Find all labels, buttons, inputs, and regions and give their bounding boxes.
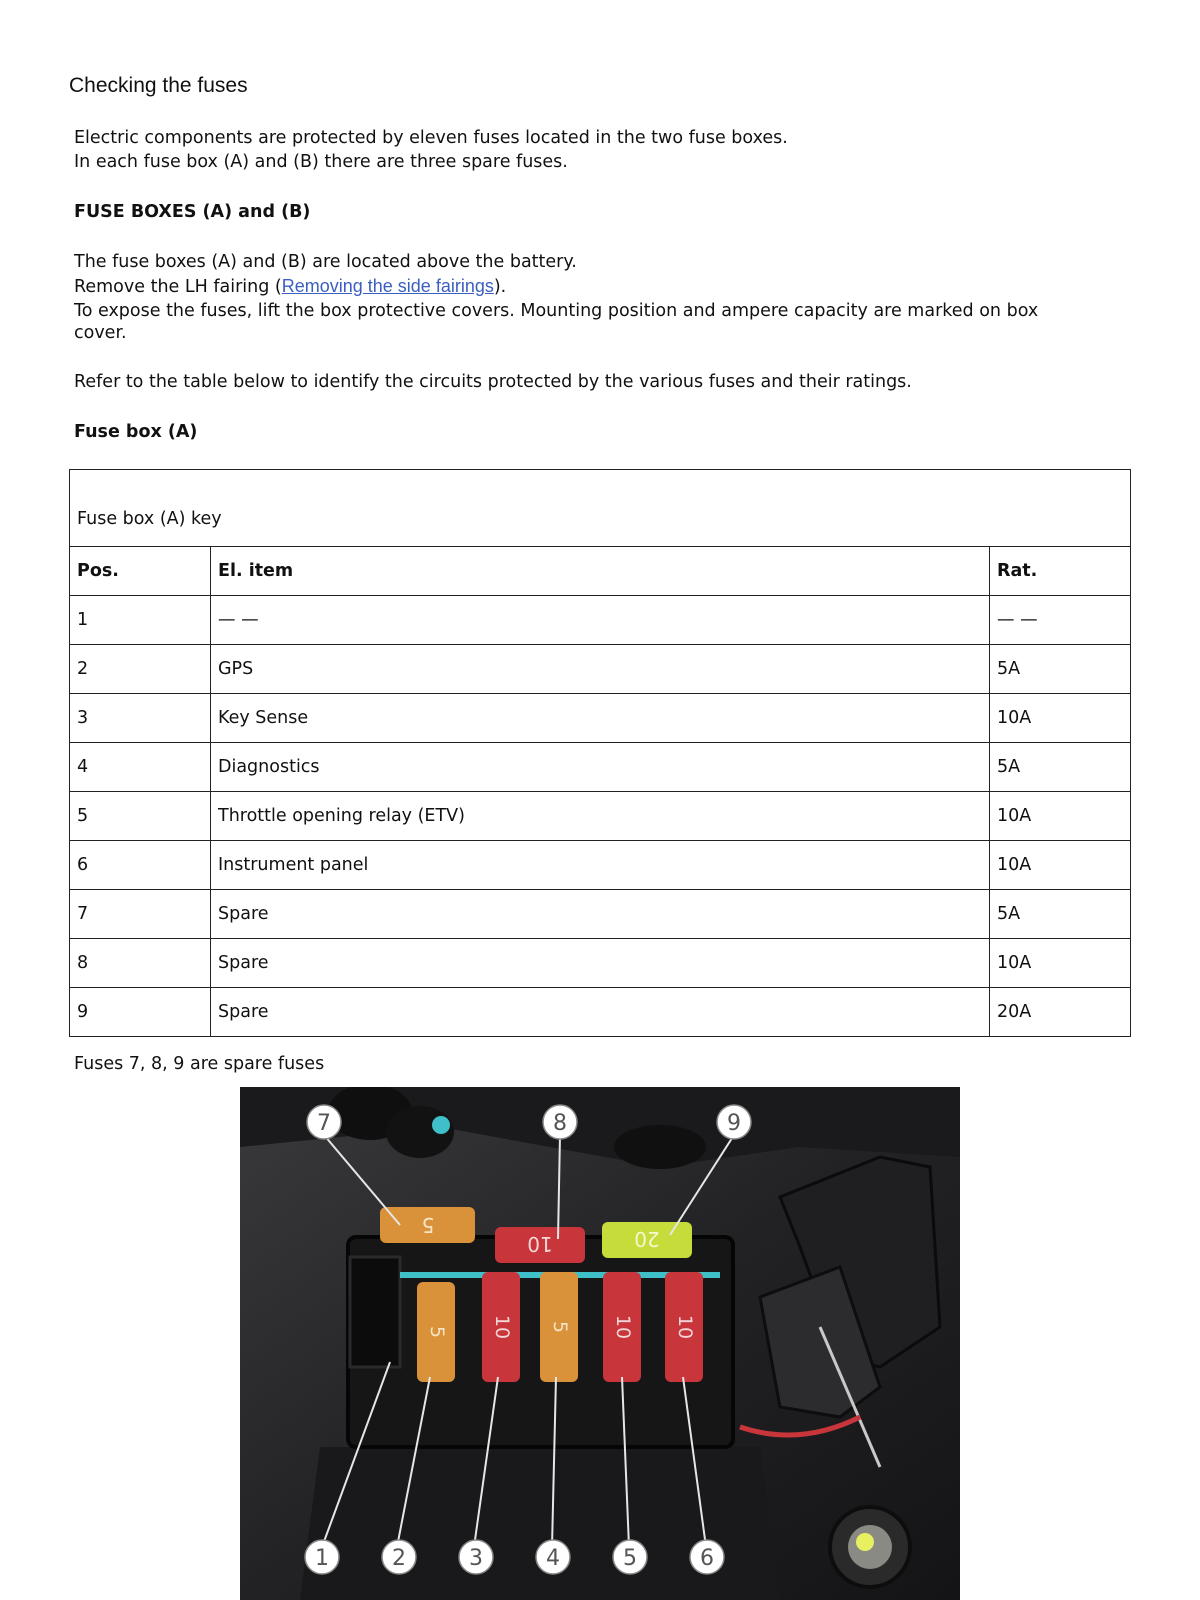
table-row <box>70 841 1131 890</box>
location-line-2-suffix: ). <box>493 277 507 297</box>
cell-item: — — <box>211 596 990 645</box>
intro-paragraph <box>74 126 1140 174</box>
intro-line-1: Electric components are protected by eleven fuses located in the two fuse boxes. <box>74 128 788 148</box>
cell-item: Spare <box>211 890 990 939</box>
fuse-7-label: 5 <box>421 1213 435 1237</box>
table-row <box>70 596 1131 645</box>
cell-pos: 2 <box>70 645 211 694</box>
fuse-4-label: 5 <box>549 1320 571 1334</box>
callout-6 <box>690 1540 724 1574</box>
table-row <box>70 890 1131 939</box>
callout-4-label: 4 <box>546 1546 560 1571</box>
intro-line-2: In each fuse box (A) and (B) there are three spare fuses. <box>74 152 568 172</box>
cell-rating: 10A <box>990 694 1131 743</box>
location-line-2-prefix: Remove the LH fairing ( <box>74 277 282 297</box>
refer-text: Refer to the table below to identify the circuits protected by the various fuses and their ratings. <box>74 372 912 392</box>
table-header-row <box>70 547 1131 596</box>
cell-item: GPS <box>211 645 990 694</box>
cell-pos: 4 <box>70 743 211 792</box>
callout-2-label: 2 <box>392 1546 406 1571</box>
location-paragraph <box>74 250 1140 345</box>
callout-8 <box>543 1105 577 1139</box>
cell-item: Spare <box>211 988 990 1037</box>
callout-3 <box>459 1540 493 1574</box>
cell-pos: 9 <box>70 988 211 1037</box>
cell-item: Key Sense <box>211 694 990 743</box>
cell-rating: 5A <box>990 890 1131 939</box>
cell-rating: 5A <box>990 645 1131 694</box>
callout-3-label: 3 <box>469 1546 483 1571</box>
cell-pos: 3 <box>70 694 211 743</box>
cell-pos: 6 <box>70 841 211 890</box>
callout-7 <box>307 1105 341 1139</box>
cell-rating: 10A <box>990 792 1131 841</box>
cell-rating: — — <box>990 596 1131 645</box>
cell-rating: 20A <box>990 988 1131 1037</box>
table-row <box>70 743 1131 792</box>
location-line-1: The fuse boxes (A) and (B) are located above the battery. <box>74 252 577 272</box>
fuse-box-a-table <box>69 469 1131 1037</box>
cell-pos: 8 <box>70 939 211 988</box>
table-row <box>70 988 1131 1037</box>
callout-9 <box>717 1105 751 1139</box>
table-caption: Fuse box (A) key <box>70 470 1131 547</box>
table-row <box>70 939 1131 988</box>
callout-6-label: 6 <box>700 1546 714 1571</box>
header-pos: Pos. <box>70 547 211 596</box>
cell-item: Diagnostics <box>211 743 990 792</box>
cell-pos: 1 <box>70 596 211 645</box>
cell-rating: 10A <box>990 939 1131 988</box>
bolt-highlight <box>856 1533 874 1551</box>
location-line-3: To expose the fuses, lift the box protective covers. Mounting position and ampere capacity are marked on box <box>74 301 1039 321</box>
empty-slot-1 <box>350 1257 400 1367</box>
fuse-3-label: 10 <box>491 1314 513 1340</box>
cell-pos: 7 <box>70 890 211 939</box>
fuse-box-illustration <box>240 1087 960 1600</box>
callout-7-label: 7 <box>317 1111 331 1136</box>
header-el-item: El. item <box>211 547 990 596</box>
fuse-box-a-heading: Fuse box (A) <box>74 422 198 442</box>
fuse-box-photo <box>240 1087 960 1600</box>
table-row <box>70 694 1131 743</box>
callout-8-label: 8 <box>553 1111 567 1136</box>
table-row <box>70 645 1131 694</box>
teal-plug <box>432 1116 450 1134</box>
table-row <box>70 792 1131 841</box>
callout-1-label: 1 <box>315 1546 329 1571</box>
table-caption-row <box>70 470 1131 547</box>
removing-side-fairings-link[interactable]: Removing the side fairings <box>281 276 494 296</box>
spare-fuses-note: Fuses 7, 8, 9 are spare fuses <box>74 1054 325 1074</box>
page-title: Checking the fuses <box>69 74 248 97</box>
callout-1 <box>305 1540 339 1574</box>
grommet-right <box>614 1125 706 1169</box>
cell-pos: 5 <box>70 792 211 841</box>
cell-rating: 5A <box>990 743 1131 792</box>
fuse-5-label: 10 <box>612 1314 634 1340</box>
lower-housing <box>300 1447 780 1600</box>
callout-2 <box>382 1540 416 1574</box>
section-heading: FUSE BOXES (A) and (B) <box>74 202 311 222</box>
callout-9-label: 9 <box>727 1111 741 1136</box>
fuse-2-label: 5 <box>426 1325 448 1339</box>
header-rat: Rat. <box>990 547 1131 596</box>
cell-item: Throttle opening relay (ETV) <box>211 792 990 841</box>
fuse-6-label: 10 <box>674 1314 696 1340</box>
cell-item: Instrument panel <box>211 841 990 890</box>
cell-rating: 10A <box>990 841 1131 890</box>
location-line-4: cover. <box>74 323 127 343</box>
cell-item: Spare <box>211 939 990 988</box>
location-line-2 <box>74 274 1140 299</box>
fuse-8-label: 10 <box>527 1232 553 1256</box>
fuse-9-label: 20 <box>634 1227 660 1251</box>
callout-5-label: 5 <box>623 1546 637 1571</box>
callout-4 <box>536 1540 570 1574</box>
callout-5 <box>613 1540 647 1574</box>
